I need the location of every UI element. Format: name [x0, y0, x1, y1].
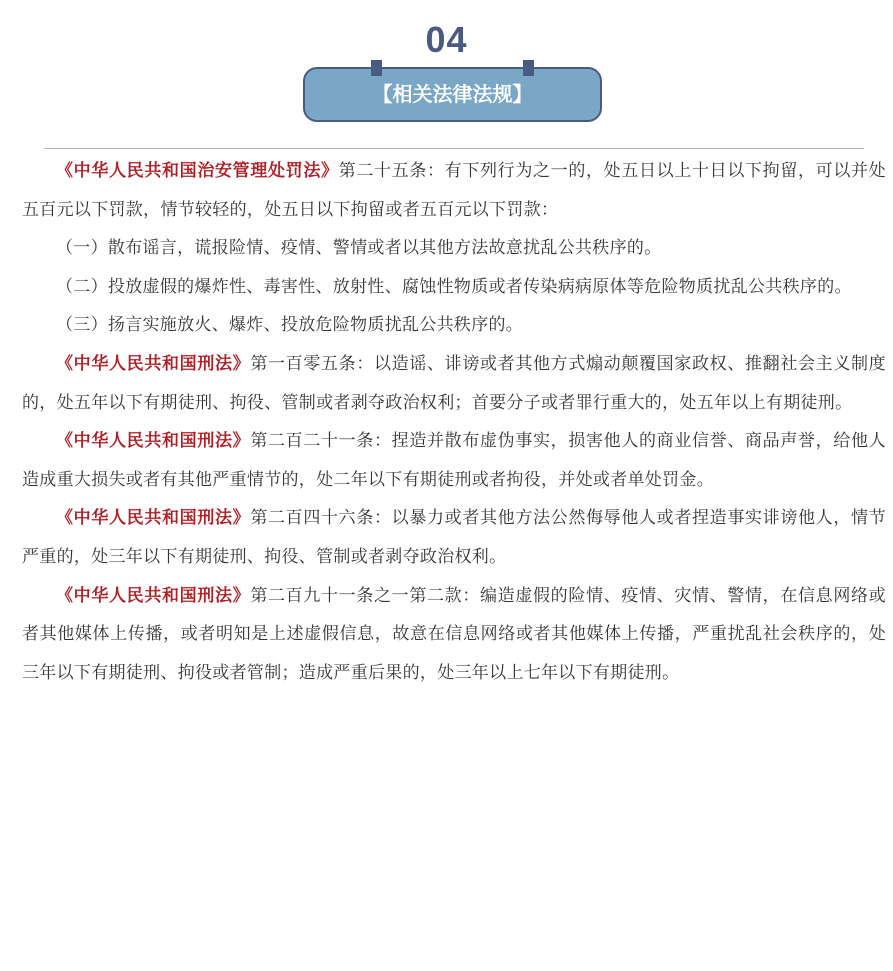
article-text: 第二十五条：有下列行为之一的，处五日以上十日以下拘留，可以并处五百元以下罚款，情节较轻的，处五日以下拘留或者五百元以下罚款：	[22, 161, 886, 220]
article-paragraph-7	[22, 499, 886, 576]
article-text: （二）投放虚假的爆炸性、毒害性、放射性、腐蚀性物质或者传染病病原体等危险物质扰乱公共秩序的。	[56, 276, 852, 297]
law-title: 《中华人民共和国刑法》	[56, 353, 251, 374]
section-header	[0, 0, 893, 150]
binder-clip-right-icon	[523, 60, 534, 76]
article-paragraph-3	[22, 268, 886, 307]
section-title-box: 【相关法律法规】	[303, 67, 602, 122]
article-paragraph-5	[22, 345, 886, 422]
article-text: 第二百四十六条：以暴力或者其他方法公然侮辱他人或者捏造事实诽谤他人，情节严重的，处三年以下有期徒刑、拘役、管制或者剥夺政治权利。	[22, 508, 886, 567]
article-text: 第二百九十一条之一第二款：编造虚假的险情、疫情、灾情、警情，在信息网络或者其他媒体上传播，或者明知是上述虚假信息，故意在信息网络或者其他媒体上传播，严重扰乱社会秩序的，处三年以下有期徒刑、拘役或者管制；造成严重后果的，处三年以上七年以下有期徒刑。	[22, 585, 886, 683]
law-title: 《中华人民共和国刑法》	[56, 508, 251, 529]
article-text: （一）散布谣言，谎报险情、疫情、警情或者以其他方法故意扰乱公共秩序的。	[56, 238, 662, 259]
section-divider	[44, 148, 864, 149]
article-paragraph-1	[22, 152, 886, 229]
law-title: 《中华人民共和国刑法》	[56, 431, 251, 452]
law-title: 《中华人民共和国刑法》	[56, 585, 251, 606]
article-text: （三）扬言实施放火、爆炸、投放危险物质扰乱公共秩序的。	[56, 315, 524, 336]
article-text: 第二百二十一条：捏造并散布虚伪事实，损害他人的商业信誉、商品声誉，给他人造成重大损失或者有其他严重情节的，处二年以下有期徒刑或者拘役，并处或者单处罚金。	[22, 431, 886, 490]
section-number: 04	[425, 19, 468, 60]
article-paragraph-2	[22, 229, 886, 268]
article-text: 第一百零五条：以造谣、诽谤或者其他方式煽动颠覆国家政权、推翻社会主义制度的，处五年以下有期徒刑、拘役、管制或者剥夺政治权利；首要分子或者罪行重大的，处五年以上有期徒刑。	[22, 353, 886, 413]
binder-clip-left-icon	[371, 60, 382, 76]
article-paragraph-8	[22, 577, 886, 693]
article-paragraph-6	[22, 422, 886, 499]
law-article-body	[22, 152, 886, 692]
law-title: 《中华人民共和国治安管理处罚法》	[56, 161, 339, 181]
article-paragraph-4	[22, 306, 886, 345]
